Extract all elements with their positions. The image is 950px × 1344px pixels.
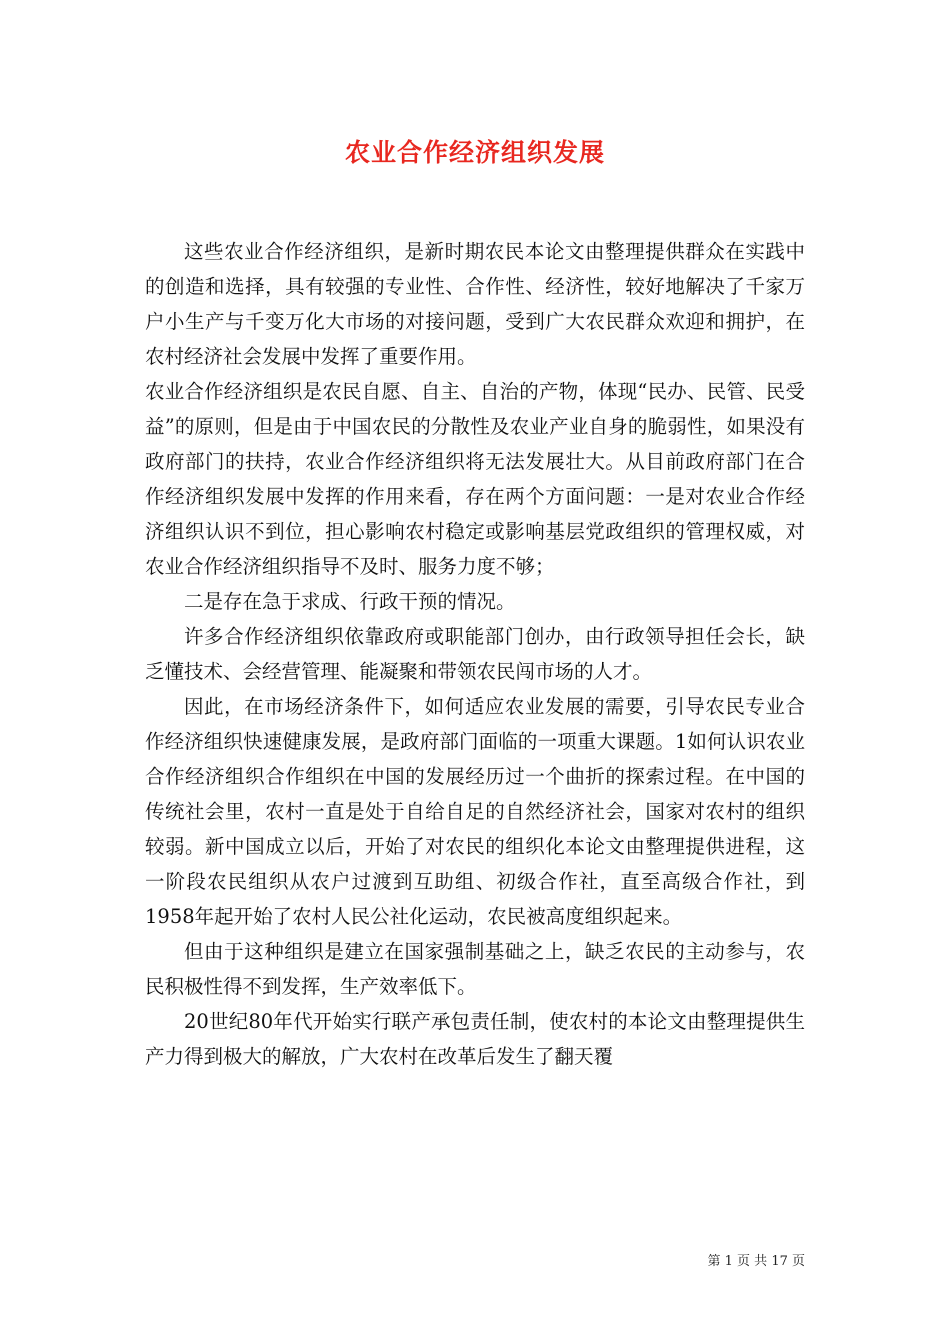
paragraph: 农业合作经济组织是农民自愿、自主、自治的产物，体现“民办、民管、民受益”的原则，但是由于中国农民的分散性及农业产业自身的脆弱性，如果没有政府部门的扶持，农业合作经济组织将无法发展壮大。从目前政府部门在合作经济组织发展中发挥的作用来看，存在两个方面问题：一是对农业合作经济组织认识不到位，担心影响农村稳定或影响基层党政组织的管理权威，对农业合作经济组织指导不及时、服务力度不够； xyxy=(145,380,805,578)
paragraph: 20世纪80年代开始实行联产承包责任制，使农村的本论文由整理提供生产力得到极大的解放，广大农村在改革后发生了翻天覆 xyxy=(145,1010,805,1068)
page-number: 第 1 页 共 17 页 xyxy=(707,1254,805,1269)
paragraph: 因此，在市场经济条件下，如何适应农业发展的需要，引导农民专业合作经济组织快速健康发展，是政府部门面临的一项重大课题。1如何认识农业合作经济组织合作组织在中国的发展经历过一个曲折的探索过程。在中国的传统社会里，农村一直是处于自给自足的自然经济社会，国家对农村的组织较弱。新中国成立以后，开始了对农民的组织化本论文由整理提供进程，这一阶段农民组织从农户过渡到互助组、初级合作社，直至高级合作社，到1958年起开始了农村人民公社化运动，农民被高度组织起来。 xyxy=(145,695,805,928)
document-title: 农业合作经济组织发展 xyxy=(344,138,605,167)
paragraph: 二是存在急于求成、行政干预的情况。 xyxy=(184,590,516,613)
paragraph: 但由于这种组织是建立在国家强制基础之上，缺乏农民的主动参与，农民积极性得不到发挥，生产效率低下。 xyxy=(145,940,805,998)
paragraph: 许多合作经济组织依靠政府或职能部门创办，由行政领导担任会长，缺乏懂技术、会经营管理、能凝聚和带领农民闯市场的人才。 xyxy=(145,625,805,683)
paragraph: 这些农业合作经济组织，是新时期农民本论文由整理提供群众在实践中的创造和选择，具有较强的专业性、合作性、经济性，较好地解决了千家万户小生产与千变万化大市场的对接问题，受到广大农民群众欢迎和拥护，在农村经济社会发展中发挥了重要作用。 xyxy=(145,240,805,368)
document-body xyxy=(145,234,805,1074)
